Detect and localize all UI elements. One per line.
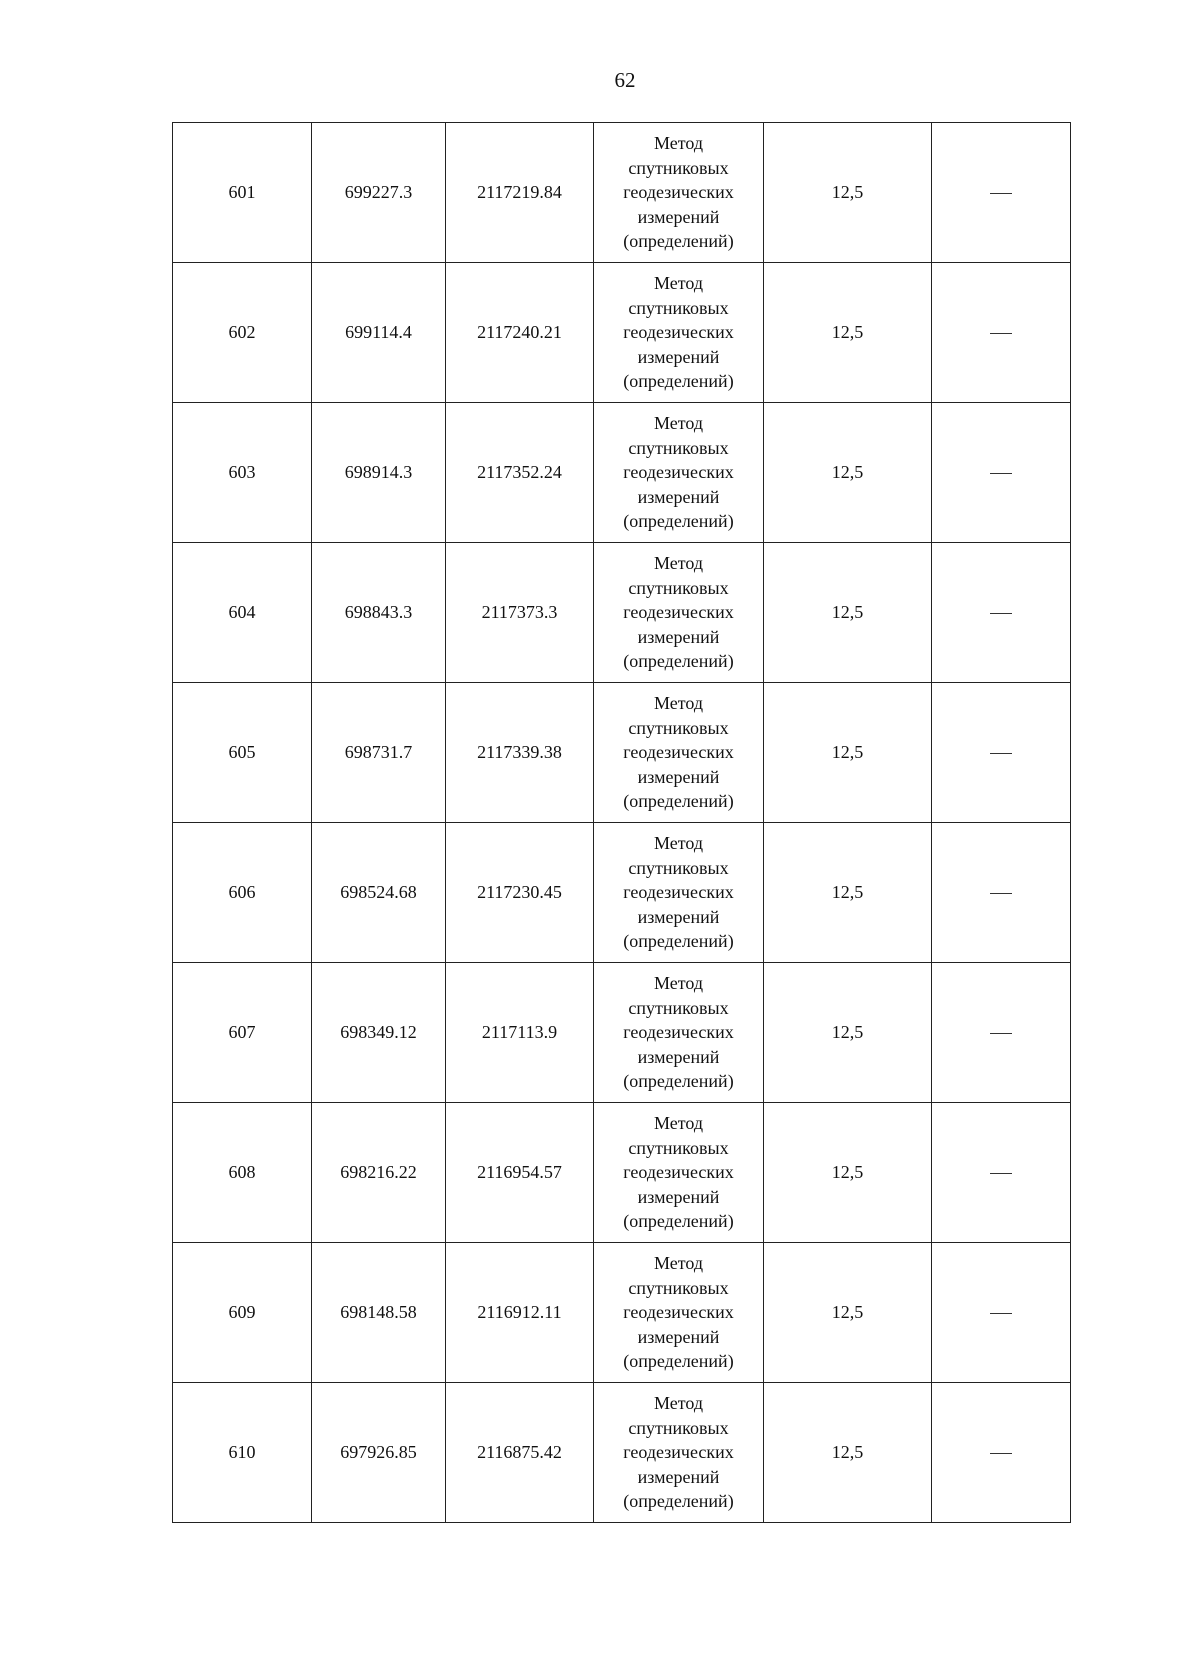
accuracy-cell: 12,5 [764,123,932,263]
page-number: 62 [614,68,636,92]
method-text-line: Метод [653,1253,704,1274]
y-coordinate-cell: 2117339.38 [446,683,594,823]
x-coordinate-cell: 698914.3 [312,403,446,543]
method-text-line: геодезических [623,1442,734,1463]
point-number-cell: 603 [173,403,312,543]
x-coordinate-cell: 697926.85 [312,1383,446,1523]
method-text-line: спутниковых [628,577,729,598]
y-coordinate-cell: 2117352.24 [446,403,594,543]
y-coordinate-cell: 2116912.11 [446,1243,594,1383]
method-text-line: Метод [653,693,704,714]
method-text-line: измерений [637,1046,720,1067]
y-coordinate-cell: 2116875.42 [446,1383,594,1523]
dash-mark [990,333,1012,334]
table-row [173,823,1071,963]
dash-mark [990,753,1012,754]
accuracy-cell: 12,5 [764,683,932,823]
method-text-line: Метод [653,973,704,994]
table-row [173,403,1071,543]
method-text-line: (определений) [623,931,734,952]
table-row [173,1383,1071,1523]
x-coordinate-cell: 698148.58 [312,1243,446,1383]
method-text-line: (определений) [623,371,734,392]
point-number-cell: 601 [173,123,312,263]
table-row [173,683,1071,823]
method-text-line: Метод [653,273,704,294]
method-cell [594,963,764,1103]
dash-mark [990,193,1012,194]
x-coordinate-cell: 699114.4 [312,263,446,403]
y-coordinate-cell: 2117113.9 [446,963,594,1103]
point-number-cell: 605 [173,683,312,823]
method-cell [594,683,764,823]
method-text-line: спутниковых [628,717,729,738]
method-text-line: спутниковых [628,297,729,318]
y-coordinate-cell: 2117230.45 [446,823,594,963]
table-row [173,543,1071,683]
description-cell [932,683,1071,823]
method-text-line: геодезических [623,882,734,903]
dash-mark [990,893,1012,894]
point-number-cell: 608 [173,1103,312,1243]
point-number-cell: 610 [173,1383,312,1523]
method-cell [594,1243,764,1383]
method-text-line: геодезических [623,1302,734,1323]
method-text-line: Метод [653,833,704,854]
dash-mark [990,473,1012,474]
description-cell [932,1383,1071,1523]
method-text-line: (определений) [623,1071,734,1092]
dash-mark [990,613,1012,614]
x-coordinate-cell: 699227.3 [312,123,446,263]
accuracy-cell: 12,5 [764,963,932,1103]
method-text-line: геодезических [623,462,734,483]
y-coordinate-cell: 2116954.57 [446,1103,594,1243]
method-text-line: измерений [637,486,720,507]
method-text-line: спутниковых [628,857,729,878]
method-text-line: измерений [637,1466,720,1487]
method-cell [594,403,764,543]
method-cell [594,1383,764,1523]
table-row [173,123,1071,263]
method-text-line: (определений) [623,231,734,252]
dash-mark [990,1453,1012,1454]
x-coordinate-cell: 698349.12 [312,963,446,1103]
method-text-line: геодезических [623,1162,734,1183]
accuracy-cell: 12,5 [764,263,932,403]
y-coordinate-cell: 2117219.84 [446,123,594,263]
method-text-line: (определений) [623,1211,734,1232]
x-coordinate-cell: 698216.22 [312,1103,446,1243]
description-cell [932,123,1071,263]
method-text-line: геодезических [623,182,734,203]
method-text-line: Метод [653,413,704,434]
accuracy-cell: 12,5 [764,403,932,543]
method-text-line: Метод [653,1393,704,1414]
method-text-line: измерений [637,626,720,647]
description-cell [932,963,1071,1103]
y-coordinate-cell: 2117373.3 [446,543,594,683]
accuracy-cell: 12,5 [764,543,932,683]
x-coordinate-cell: 698843.3 [312,543,446,683]
method-text-line: спутниковых [628,157,729,178]
method-text-line: геодезических [623,322,734,343]
description-cell [932,1103,1071,1243]
method-cell [594,123,764,263]
table-row [173,1243,1071,1383]
method-cell [594,1103,764,1243]
x-coordinate-cell: 698731.7 [312,683,446,823]
point-number-cell: 609 [173,1243,312,1383]
dash-mark [990,1033,1012,1034]
method-cell [594,543,764,683]
table-row [173,1103,1071,1243]
y-coordinate-cell: 2117240.21 [446,263,594,403]
method-cell [594,823,764,963]
method-text-line: геодезических [623,742,734,763]
table-row [173,963,1071,1103]
accuracy-cell: 12,5 [764,1243,932,1383]
description-cell [932,403,1071,543]
accuracy-cell: 12,5 [764,1103,932,1243]
method-text-line: (определений) [623,1491,734,1512]
method-text-line: измерений [637,346,720,367]
method-text-line: Метод [653,1113,704,1134]
method-text-line: (определений) [623,511,734,532]
method-text-line: измерений [637,206,720,227]
method-text-line: спутниковых [628,437,729,458]
method-text-line: спутниковых [628,997,729,1018]
method-cell [594,263,764,403]
coordinates-table-body [173,123,1071,1523]
accuracy-cell: 12,5 [764,823,932,963]
point-number-cell: 606 [173,823,312,963]
method-text-line: измерений [637,766,720,787]
method-text-line: спутниковых [628,1277,729,1298]
method-text-line: геодезических [623,602,734,623]
coordinates-table [172,122,1071,1523]
method-text-line: Метод [653,133,704,154]
method-text-line: спутниковых [628,1417,729,1438]
method-text-line: Метод [653,553,704,574]
method-text-line: (определений) [623,651,734,672]
method-text-line: (определений) [623,1351,734,1372]
table-row [173,263,1071,403]
accuracy-cell: 12,5 [764,1383,932,1523]
description-cell [932,1243,1071,1383]
description-cell [932,543,1071,683]
dash-mark [990,1313,1012,1314]
method-text-line: измерений [637,1326,720,1347]
point-number-cell: 602 [173,263,312,403]
description-cell [932,823,1071,963]
method-text-line: геодезических [623,1022,734,1043]
method-text-line: измерений [637,1186,720,1207]
description-cell [932,263,1071,403]
point-number-cell: 607 [173,963,312,1103]
point-number-cell: 604 [173,543,312,683]
method-text-line: измерений [637,906,720,927]
x-coordinate-cell: 698524.68 [312,823,446,963]
dash-mark [990,1173,1012,1174]
method-text-line: (определений) [623,791,734,812]
method-text-line: спутниковых [628,1137,729,1158]
